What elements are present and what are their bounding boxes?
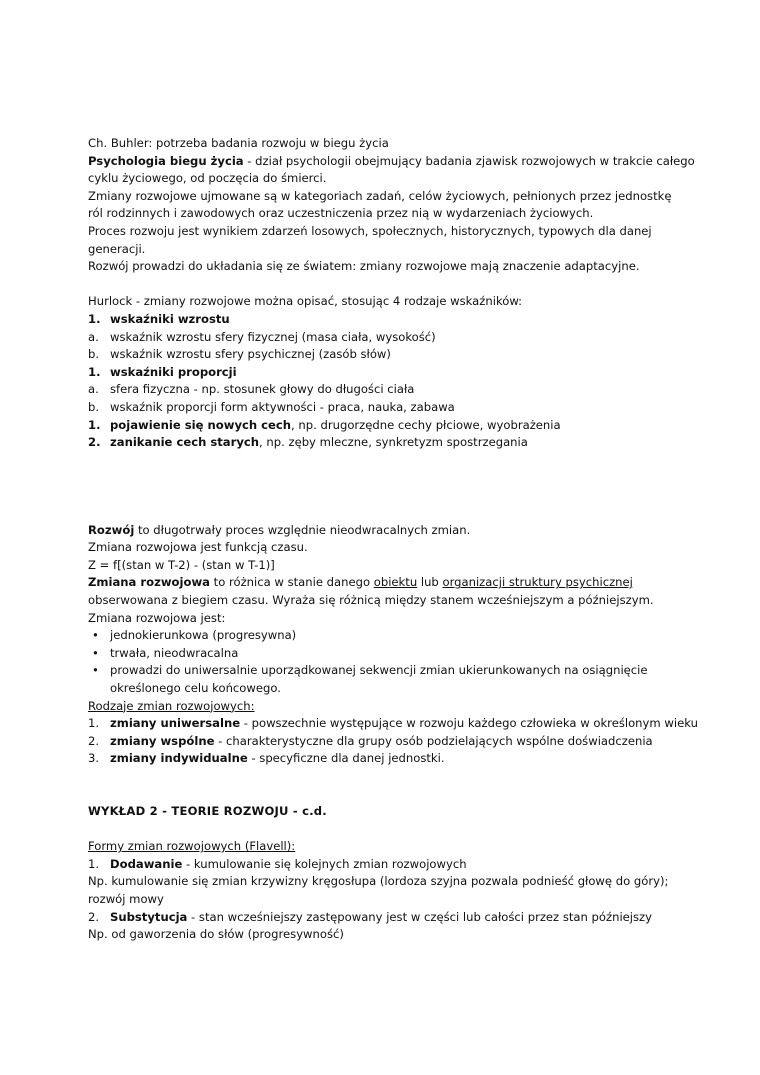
bullet-icon: • <box>92 645 99 660</box>
paragraph-line: Np. od gaworzenia do słów (progresywność) <box>88 927 344 942</box>
document-page <box>88 135 698 944</box>
list-item <box>88 311 688 329</box>
section-subheading: Formy zmian rozwojowych (Flavell): <box>88 839 296 854</box>
list-marker: 2. <box>88 733 100 748</box>
bold-term: zanikanie cech starych <box>110 435 260 450</box>
list-marker: 1. <box>88 716 100 731</box>
text-run: wskaźnik wzrostu sfery psychicznej (zasób słów) <box>110 347 391 362</box>
list-marker: a. <box>88 382 99 397</box>
paragraph-line: ról rodzinnych i zawodowych oraz uczestniczenia przez nią w wydarzeniach życiowych. <box>88 206 594 221</box>
paragraph-line: Zmiana rozwojowa jest funkcją czasu. <box>88 540 308 555</box>
bullet-icon: • <box>92 663 99 678</box>
list-item <box>88 364 688 382</box>
text-run: - charakterystyczne dla grupy osób podzielających wspólne doświadczenia <box>214 733 653 748</box>
list-item <box>88 715 698 733</box>
list-item-continuation: określonego celu końcowego. <box>110 681 281 696</box>
underlined-term: organizacji struktury psychicznej <box>442 575 633 590</box>
list-item <box>88 627 688 645</box>
text-run: lub <box>417 575 443 590</box>
bold-term: Substytucja <box>110 909 188 924</box>
list-marker: 2. <box>88 909 100 924</box>
bold-term: Rozwój <box>88 522 135 537</box>
paragraph-line: Rozwój prowadzi do układania się ze światem: zmiany rozwojowe mają znaczenie adaptacyjne. <box>88 259 640 274</box>
text-run: - powszechnie występujące w rozwoju każdego człowieka w określonym wieku <box>240 716 698 731</box>
list-item <box>88 434 688 452</box>
section-subheading: Rodzaje zmian rozwojowych: <box>88 698 255 713</box>
paragraph-line: Zmiana rozwojowa jest: <box>88 610 226 625</box>
list-item <box>88 733 688 751</box>
bold-term: zmiany wspólne <box>110 733 215 748</box>
paragraph-line <box>88 153 695 171</box>
bold-term: wskaźniki proporcji <box>110 364 237 379</box>
list-item <box>88 645 688 663</box>
bold-term: zmiany uniwersalne <box>110 716 241 731</box>
bold-term: wskaźniki wzrostu <box>110 311 230 326</box>
bullet-icon: • <box>92 628 99 643</box>
bold-term: pojawienie się nowych cech <box>110 417 292 432</box>
text-run: to różnica w stanie danego <box>209 575 374 590</box>
text-run: - kumulowanie się kolejnych zmian rozwojowych <box>182 856 467 871</box>
paragraph-line <box>88 522 688 540</box>
list-item <box>88 662 688 680</box>
paragraph-line: Np. kumulowanie się zmian krzywizny kręgosłupa (lordoza szyjna pozwala podnieść głowę do góry); <box>88 874 669 889</box>
list-marker: 1. <box>88 417 101 432</box>
bold-term: Zmiana rozwojowa <box>88 575 210 590</box>
lecture-heading: WYKŁAD 2 - TEORIE ROZWOJU - c.d. <box>88 804 327 818</box>
paragraph-line: obserwowana z biegiem czasu. Wyraża się różnicą między stanem wcześniejszym a późniejszym. <box>88 593 654 608</box>
paragraph-line: rozwój mowy <box>88 891 164 906</box>
text-run: to długotrwały proces względnie nieodwracalnych zmian. <box>134 522 471 537</box>
spacer <box>88 276 688 294</box>
paragraph-line: Zmiany rozwojowe ujmowane są w kategoriach zadań, celów życiowych, pełnionych przez jednostkę <box>88 188 672 203</box>
text-run: , np. drugorzędne cechy płciowe, wyobrażenia <box>291 417 561 432</box>
list-marker: 1. <box>88 311 101 326</box>
list-marker: 1. <box>88 856 100 871</box>
text-run: - dział psychologii obejmujący badania zjawisk rozwojowych w trakcie całego <box>243 153 695 168</box>
paragraph-line: Hurlock - zmiany rozwojowe można opisać, stosując 4 rodzaje wskaźników: <box>88 294 523 309</box>
formula: Z = f[(stan w T-2) - (stan w T-1)] <box>88 557 275 572</box>
spacer <box>88 821 688 839</box>
text-run: trwała, nieodwracalna <box>110 645 239 660</box>
text-run: , np. zęby mleczne, synkretyzm spostrzegania <box>259 435 528 450</box>
list-item <box>88 329 688 347</box>
bullet-list <box>88 627 688 697</box>
bold-term: zmiany indywidualne <box>110 751 248 766</box>
text-run: jednokierunkowa (progresywna) <box>110 628 297 643</box>
list-marker: 1. <box>88 364 101 379</box>
text-run: wskaźnik wzrostu sfery fizycznej (masa ciała, wysokość) <box>110 329 436 344</box>
text-run: wskaźnik proporcji form aktywności - praca, nauka, zabawa <box>110 399 455 414</box>
paragraph-line: cyklu życiowego, od poczęcia do śmierci. <box>88 171 327 186</box>
text-run: sfera fizyczna - np. stosunek głowy do długości ciała <box>110 382 415 397</box>
bold-term: Psychologia biegu życia <box>88 153 244 168</box>
list-item <box>88 856 688 874</box>
spacer <box>88 768 688 803</box>
paragraph-line: Proces rozwoju jest wynikiem zdarzeń losowych, społecznych, historycznych, typowych dla danej <box>88 223 652 238</box>
paragraph-line: generacji. <box>88 241 146 256</box>
list-marker: 3. <box>88 751 100 766</box>
list-item <box>88 399 688 417</box>
spacer <box>88 452 688 522</box>
underlined-term: obiektu <box>373 575 418 590</box>
hurlock-list <box>88 311 688 452</box>
list-item <box>88 381 688 399</box>
paragraph-line <box>88 574 688 592</box>
paragraph-line: Ch. Buhler: potrzeba badania rozwoju w biegu życia <box>88 136 389 150</box>
list-marker: a. <box>88 329 99 344</box>
bold-term: Dodawanie <box>110 856 183 871</box>
types-list <box>88 715 698 768</box>
text-run: prowadzi do uniwersalnie uporządkowanej sekwencji zmian ukierunkowanych na osiągnięcie <box>110 663 648 678</box>
list-item <box>88 750 688 768</box>
list-marker: b. <box>88 347 100 362</box>
list-item <box>88 417 688 435</box>
text-run: - specyficzne dla danej jednostki. <box>247 751 445 766</box>
list-item <box>88 909 688 927</box>
list-item <box>88 346 688 364</box>
list-marker: b. <box>88 399 100 414</box>
list-marker: 2. <box>88 435 101 450</box>
text-run: - stan wcześniejszy zastępowany jest w części lub całości przez stan późniejszy <box>187 909 653 924</box>
